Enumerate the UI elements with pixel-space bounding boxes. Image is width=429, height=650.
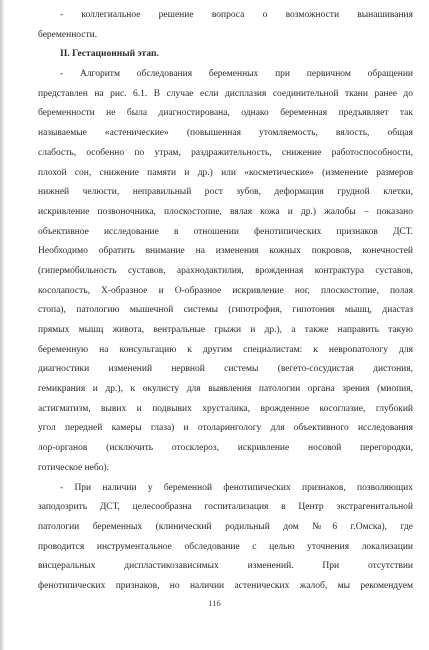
text-line: гемикрания и др.), к окулисту для выявления патологии органа зрения (миопия, xyxy=(38,384,413,395)
text-line: - При наличии у беременной фенотипических признаков, позволяющих xyxy=(60,482,413,493)
text-line: астигматизм, вывих и подвывих хрусталика, врожденное косоглазие, глубокий xyxy=(38,403,413,414)
text-line: прямых мышц живота, вентральные грыжи и др.), а также направить такую xyxy=(38,325,413,335)
text-line: объективное исследование в отношении фенотипических признаков ДСТ. xyxy=(38,226,413,237)
text-line: готическое небо). xyxy=(38,462,109,473)
text-line: косолапость, Х-образное и О-образное искривление ног, плоскостопие, полая xyxy=(38,285,413,296)
text-line: угол передней камеры глаза) и отоларингологу для объективного исследования xyxy=(38,423,413,434)
text-line: называемые «астенические» (повышенная утомляемость, вялость, общая xyxy=(38,128,413,139)
text-line: Необходимо обратить внимание на изменения кожных покровов, конечностей xyxy=(38,246,413,257)
text-line: слабость, особенно по утрам, раздражительность, снижение работоспособности, xyxy=(38,147,413,158)
text-line: висцеральных диспластикозависимых изменений. При отсутствии xyxy=(38,561,413,572)
text-line: нижней челюсти, неправильный рост зубов, деформация грудной клетки, xyxy=(38,187,413,198)
text-line: беременную на консультацию к другим специалистам: к невропатологу для xyxy=(38,344,413,355)
text-line: проводится инструментальное обследование с целью уточнения локализации xyxy=(38,541,413,552)
text-line: заподозрить ДСТ, целесообразна госпитализация в Центр экстрагенитальной xyxy=(38,502,413,513)
text-line: - коллегиальное решение вопроса о возможности вынашивания xyxy=(60,10,413,20)
text-line: (гипермобильность суставов, арахнодактилия, врожденная контрактура суставов, xyxy=(38,265,413,276)
text-line: диагностики изменений нервной системы (вегето-сосудистая дистония, xyxy=(38,364,413,375)
text-line: патологии беременных (клинический родильный дом №6 г.Омска), где xyxy=(38,521,413,532)
text-line: лор-органов (исключить отосклероз, искривление носовой перегородки, xyxy=(38,443,413,454)
document-page xyxy=(38,6,413,597)
text-line: беременности не была диагностирована, однако беременная предъявляет так xyxy=(38,108,413,119)
text-line: искривление позвоночника, плоскостопие, вялая кожа и др.) жалобы – показано xyxy=(38,206,413,217)
text-line: представлен на рис. 6.1. В случае если дисплазия соединительной ткани ранее до xyxy=(38,88,413,99)
text-line: плохой сон, снижение памяти и др.) или «косметические» (изменение размеров xyxy=(38,167,413,178)
text-line: фенотипических признаков, но наличии астенических жалоб, мы рекомендуем xyxy=(38,580,413,591)
section-heading: II. Гестационный этап. xyxy=(60,49,159,60)
text-line: - Алгоритм обследования беременных при первичном обращении xyxy=(60,69,413,80)
scan-edge xyxy=(0,0,4,650)
page-number: 116 xyxy=(208,598,221,608)
text-line: беременности. xyxy=(38,29,98,40)
text-line: стопа), патологию мышечной системы (гипотрофия, гипотония мышц, диастаз xyxy=(38,305,413,316)
